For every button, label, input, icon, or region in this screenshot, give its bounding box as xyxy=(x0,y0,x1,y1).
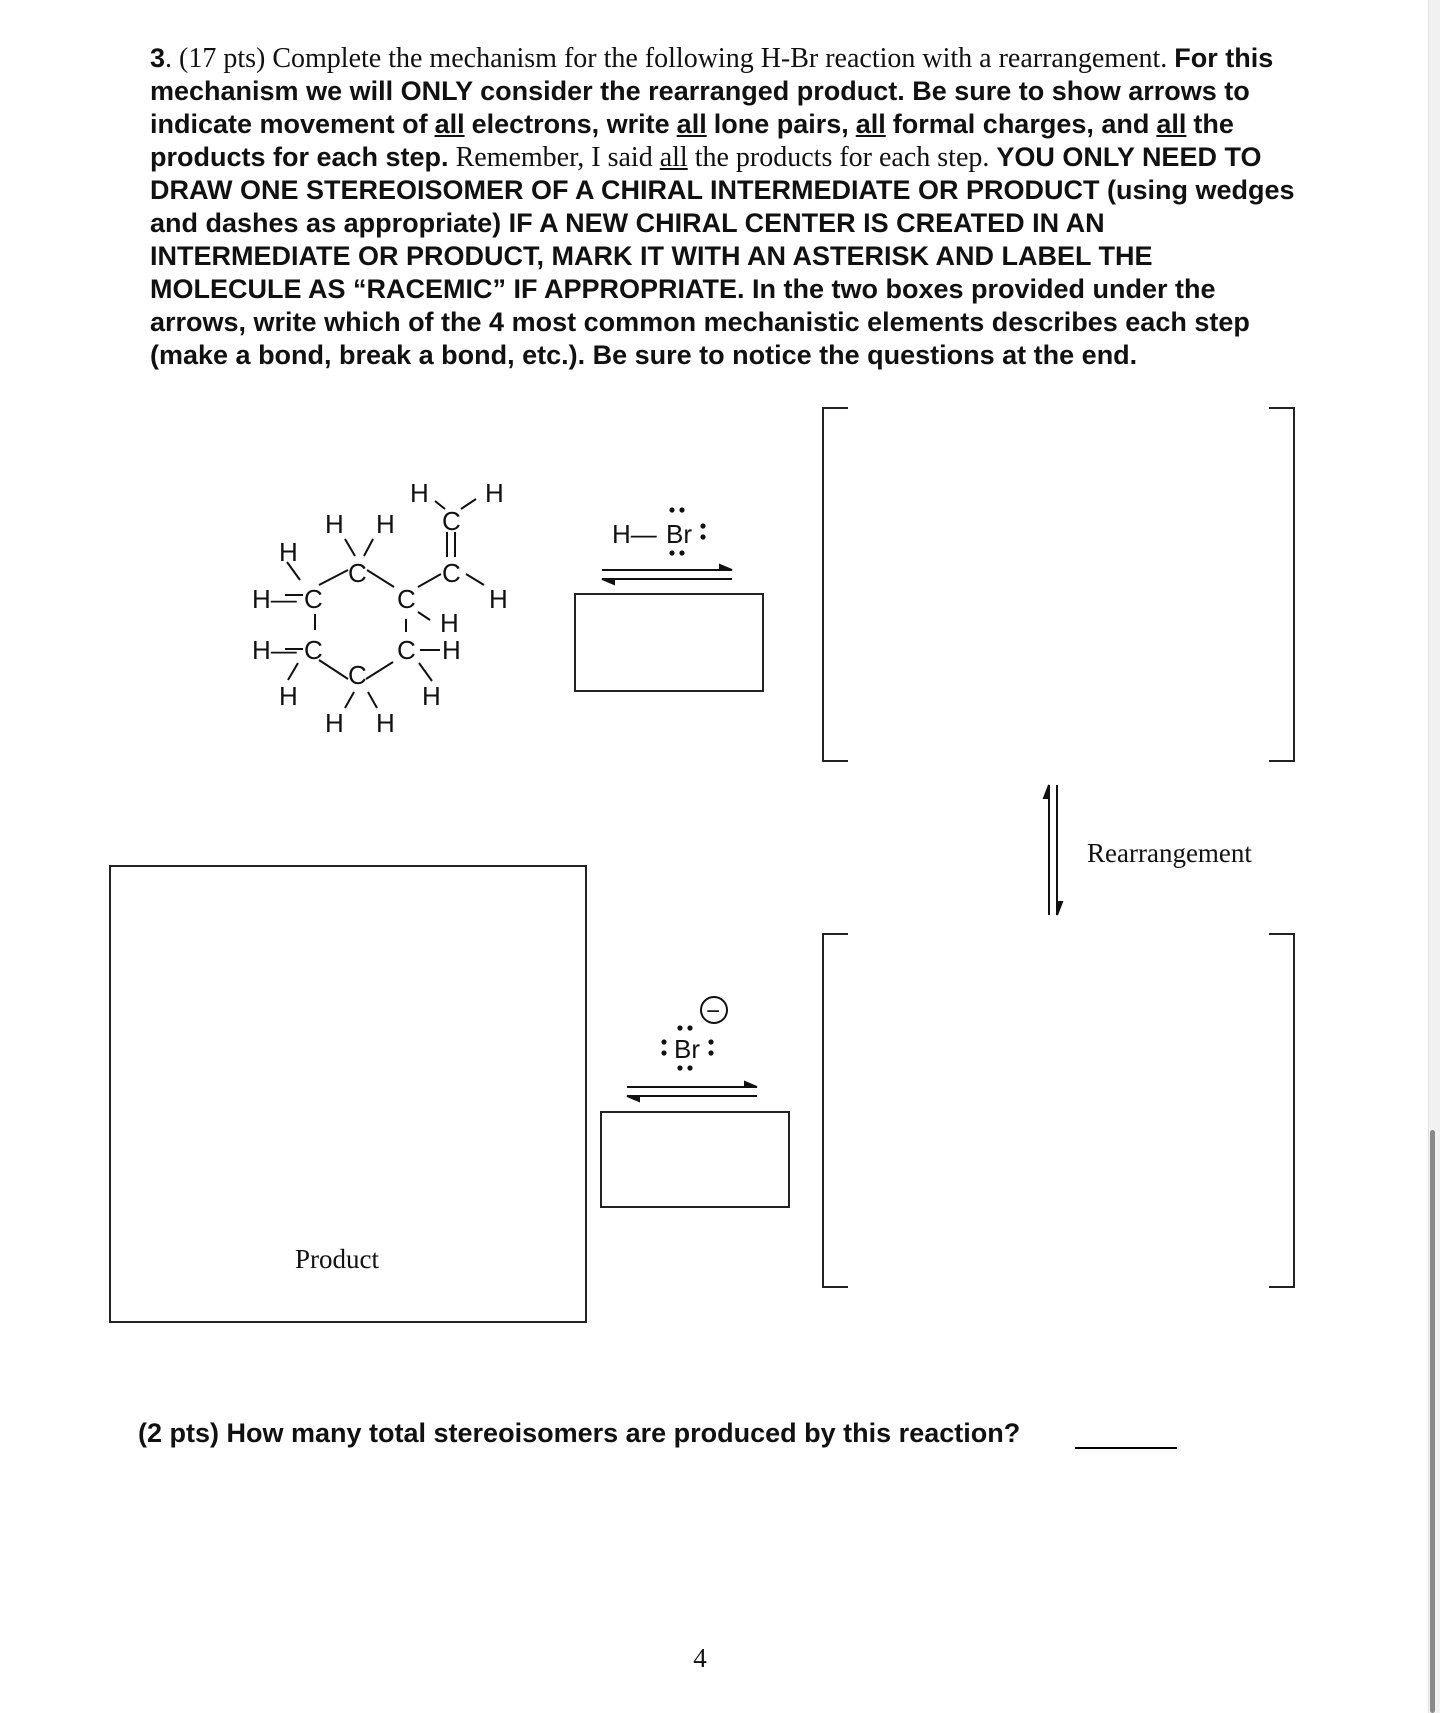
bromide-ion xyxy=(661,997,727,1071)
stereoisomer-question: (2 pts) How many total stereoisomers are produced by this reaction? xyxy=(138,1418,1021,1448)
atom-label: H xyxy=(325,708,344,738)
bond xyxy=(418,574,441,587)
bond xyxy=(319,570,348,585)
instruction-serif-1: Remember, I said xyxy=(455,142,653,173)
bond xyxy=(366,662,393,679)
atom-label: H xyxy=(279,681,298,711)
atom-label: H xyxy=(279,537,298,567)
instruction-bold-4: formal charges, and xyxy=(892,109,1150,139)
product-label: Product xyxy=(295,1244,379,1274)
instruction-bold-2: electrons, write xyxy=(471,109,670,139)
atom-label: H xyxy=(410,478,429,508)
emphasis-all-5: all xyxy=(659,142,688,173)
instruction-bold-1: For this mechanism we will ONLY consider the rearranged product. Be sure to show arrows to indicate movement of xyxy=(150,43,1274,139)
atom-label: H— xyxy=(252,584,297,614)
step-2-mechanism-element-box[interactable] xyxy=(600,1111,790,1208)
atom-label: H xyxy=(485,478,504,508)
negative-charge-sign: − xyxy=(706,998,721,1025)
page-number: 4 xyxy=(693,1643,707,1673)
bond xyxy=(367,570,394,587)
atom-label: H xyxy=(489,584,508,614)
intermediate-bracket-1 xyxy=(823,408,1294,761)
emphasis-all-2: all xyxy=(676,109,707,139)
bond xyxy=(345,692,354,708)
step-1-mechanism-element-box[interactable] xyxy=(574,593,764,692)
atom-label: C xyxy=(304,635,323,665)
atom-label: C xyxy=(397,635,416,665)
atom-label: H xyxy=(376,708,395,738)
hbr-h-label: H— xyxy=(612,519,657,549)
instruction-bold-3: lone pairs, xyxy=(713,109,849,139)
bond xyxy=(288,663,298,680)
bond xyxy=(418,612,430,620)
emphasis-all-4: all xyxy=(1156,109,1187,139)
instruction-bold-6: YOU ONLY NEED TO DRAW ONE STEREOISOMER OF A CHIRAL INTERMEDIATE OR PRODUCT (using wedges and dashes as appropriate) IF A NEW CHIRAL CENTER IS CREATED IN AN INTERMEDIATE OR PRODUCT, MARK IT WITH AN ASTERISK AND LABEL THE MOLECULE AS “RACEMIC” IF APPROPRIATE. In the two boxes provided under the arrows, write which of the 4 most common mechanistic elements describes each step (make a bond, break a bond, etc.). Be sure to notice the questions at the end. xyxy=(150,142,1295,370)
bond xyxy=(466,574,484,585)
bond xyxy=(345,539,355,556)
hbr-br-label: Br xyxy=(666,519,692,549)
problem-number: 3 xyxy=(150,43,166,73)
emphasis-all-1: all xyxy=(434,109,465,139)
scrollbar-thumb[interactable] xyxy=(1430,1130,1435,1713)
atom-label: C xyxy=(348,660,367,690)
atom-label: H xyxy=(422,681,441,711)
instruction-bold-5: the products for each step. xyxy=(150,109,1234,172)
bond xyxy=(419,663,432,681)
hbr-reagent xyxy=(612,507,706,555)
atom-label: H— xyxy=(252,635,297,665)
bond xyxy=(368,692,377,708)
atom-label: C xyxy=(304,584,323,614)
atom-label: C xyxy=(397,584,416,614)
atom-label: C xyxy=(348,558,367,588)
instruction-serif-2: the products for each step. xyxy=(694,142,990,173)
atom-label: C xyxy=(442,506,461,536)
atom-label: H xyxy=(325,509,344,539)
equilibrium-arrow-2 xyxy=(627,1082,757,1101)
bond xyxy=(461,499,476,509)
intermediate-bracket-2 xyxy=(823,934,1294,1287)
bromide-label: Br xyxy=(674,1034,700,1064)
starting-molecule-atoms xyxy=(252,478,508,738)
bond xyxy=(364,539,373,556)
atom-label: H xyxy=(376,509,395,539)
rearrangement-label: Rearrangement xyxy=(1087,838,1252,868)
atom-label: C xyxy=(442,558,461,588)
bond xyxy=(319,660,348,679)
emphasis-all-3: all xyxy=(855,109,886,139)
atom-label: H xyxy=(440,608,459,638)
equilibrium-arrow-1 xyxy=(602,565,732,584)
rearrangement-arrow xyxy=(1044,785,1062,915)
problem-points: . (17 pts) Complete the mechanism for the following H-Br reaction with a rearrangement. xyxy=(165,43,1168,74)
answer-blank[interactable] xyxy=(1075,1447,1177,1449)
atom-label: H xyxy=(442,635,461,665)
